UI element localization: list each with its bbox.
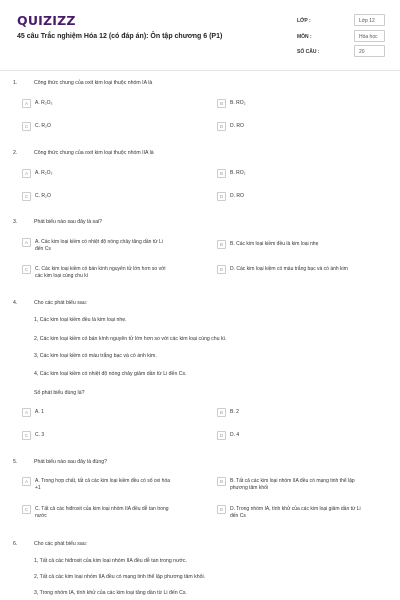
header-divider: [0, 70, 400, 71]
option-text: A. R₂O₃: [35, 170, 53, 176]
option-text: A. Trong hợp chất, tất cả các kim loại kiềm đều có số oxi hóa +1: [35, 478, 171, 491]
option-text: D. Các kim loại kiềm có màu trắng bạc và có ánh kim: [230, 266, 348, 272]
option-key: C: [22, 122, 31, 131]
option-text: A. R₂O₃: [35, 100, 53, 106]
option-key: C: [22, 431, 31, 440]
option-key: B: [217, 169, 226, 178]
statement-line: 1, Tất cả các hiđroxit của kim loại nhóm IIA đều dễ tan trong nước.: [34, 558, 187, 564]
question-prompt: Số phát biểu đúng là?: [34, 390, 85, 396]
question-text: Công thức chung của oxit kim loại thuộc nhóm IIA là: [34, 150, 154, 156]
meta-question-count: [297, 45, 385, 59]
question-text: Cho các phát biểu sau:: [34, 541, 88, 547]
option-text: B. Các kim loại kiềm đều là kim loại nhẹ: [230, 241, 319, 247]
option-text: B. Tất cả các kim loại nhóm IIA đều có mạng tinh thể lập phương tâm khối: [230, 478, 355, 491]
statement-line: 2, Các kim loại kiềm có bán kính nguyên tử lớn hơn so với các kim loại cùng chu kì.: [34, 336, 227, 342]
meta-class: [297, 14, 385, 28]
option-text: C. Các kim loại kiềm có bán kính nguyên tử lớn hơn so với các kim loại cùng chu kì: [35, 266, 166, 279]
option-text: C. Tất cả các hiđroxit của kim loại nhóm IIA đều dễ tan trong nước: [35, 506, 169, 519]
option-key: D: [217, 265, 226, 274]
question-number: 6.: [13, 541, 18, 547]
statement-line: 3, Trong nhóm IA, tính khử của các kim loại tăng dần từ Li đến Cs.: [34, 590, 187, 596]
option-text: A. Các kim loại kiềm có nhiệt độ nóng chảy tăng dần từ Li đến Cs: [35, 239, 163, 252]
option-key: B: [217, 477, 226, 486]
option-text: D. RO: [230, 193, 244, 199]
option-text: D. 4: [230, 432, 240, 438]
option-text: A. 1: [35, 409, 44, 415]
meta-label: MÔN :: [297, 34, 312, 40]
meta-label: SỐ CÂU :: [297, 49, 320, 55]
question-number: 5.: [13, 459, 18, 465]
option-key: A: [22, 408, 31, 417]
option-key: C: [22, 505, 31, 514]
option-key: B: [217, 99, 226, 108]
meta-value: Hóa học: [354, 30, 385, 42]
option-key: D: [217, 505, 226, 514]
statement-line: 3, Các kim loại kiềm có màu trắng bạc và có ánh kim.: [34, 353, 157, 359]
option-key: C: [22, 265, 31, 274]
option-key: A: [22, 477, 31, 486]
option-key: D: [217, 122, 226, 131]
option-text: B. 2: [230, 409, 239, 415]
meta-subject: [297, 30, 385, 44]
option-text: D. RO: [230, 123, 244, 129]
option-text: C. R₂O: [35, 193, 51, 199]
meta-value: Lớp 12: [354, 14, 385, 26]
question-number: 3.: [13, 219, 18, 225]
statement-line: 1, Các kim loại kiềm đều là kim loại nhẹ.: [34, 317, 127, 323]
quizizz-logo: QUIZIZZ: [17, 13, 76, 28]
option-key: B: [217, 408, 226, 417]
question-number: 4.: [13, 300, 18, 306]
option-text: B. RO₂: [230, 170, 246, 176]
option-key: C: [22, 192, 31, 201]
question-number: 2.: [13, 150, 18, 156]
statement-line: 2, Tất cả các kim loại nhóm IIA đều có mạng tinh thể lập phương tâm khối.: [34, 574, 206, 580]
option-text: B. RO₂: [230, 100, 246, 106]
option-text: D. Trong nhóm IA, tính khử của các kim loại giảm dần từ Li đến Cs: [230, 506, 361, 519]
page-header: [0, 0, 400, 70]
option-key: A: [22, 238, 31, 247]
question-text: Phát biểu nào sau đây là sai?: [34, 219, 103, 225]
question-text: Cho các phát biểu sau:: [34, 300, 88, 306]
option-key: D: [217, 431, 226, 440]
statement-line: 4, Các kim loại kiềm có nhiệt độ nóng chảy giảm dần từ Li đến Cs.: [34, 371, 187, 377]
question-text: Phát biểu nào sau đây là đúng?: [34, 459, 107, 465]
question-number: 1.: [13, 80, 18, 86]
document-title: 45 câu Trắc nghiệm Hóa 12 (có đáp án): Ôn tập chương 6 (P1): [17, 33, 223, 40]
question-text: Công thức chung của oxit kim loại thuộc nhóm IA là: [34, 80, 153, 86]
option-key: B: [217, 240, 226, 249]
meta-value: 20: [354, 45, 385, 57]
meta-label: LỚP :: [297, 18, 311, 24]
option-key: D: [217, 192, 226, 201]
option-key: A: [22, 169, 31, 178]
option-text: C. 3: [35, 432, 45, 438]
option-text: C. R₂O: [35, 123, 51, 129]
option-key: A: [22, 99, 31, 108]
